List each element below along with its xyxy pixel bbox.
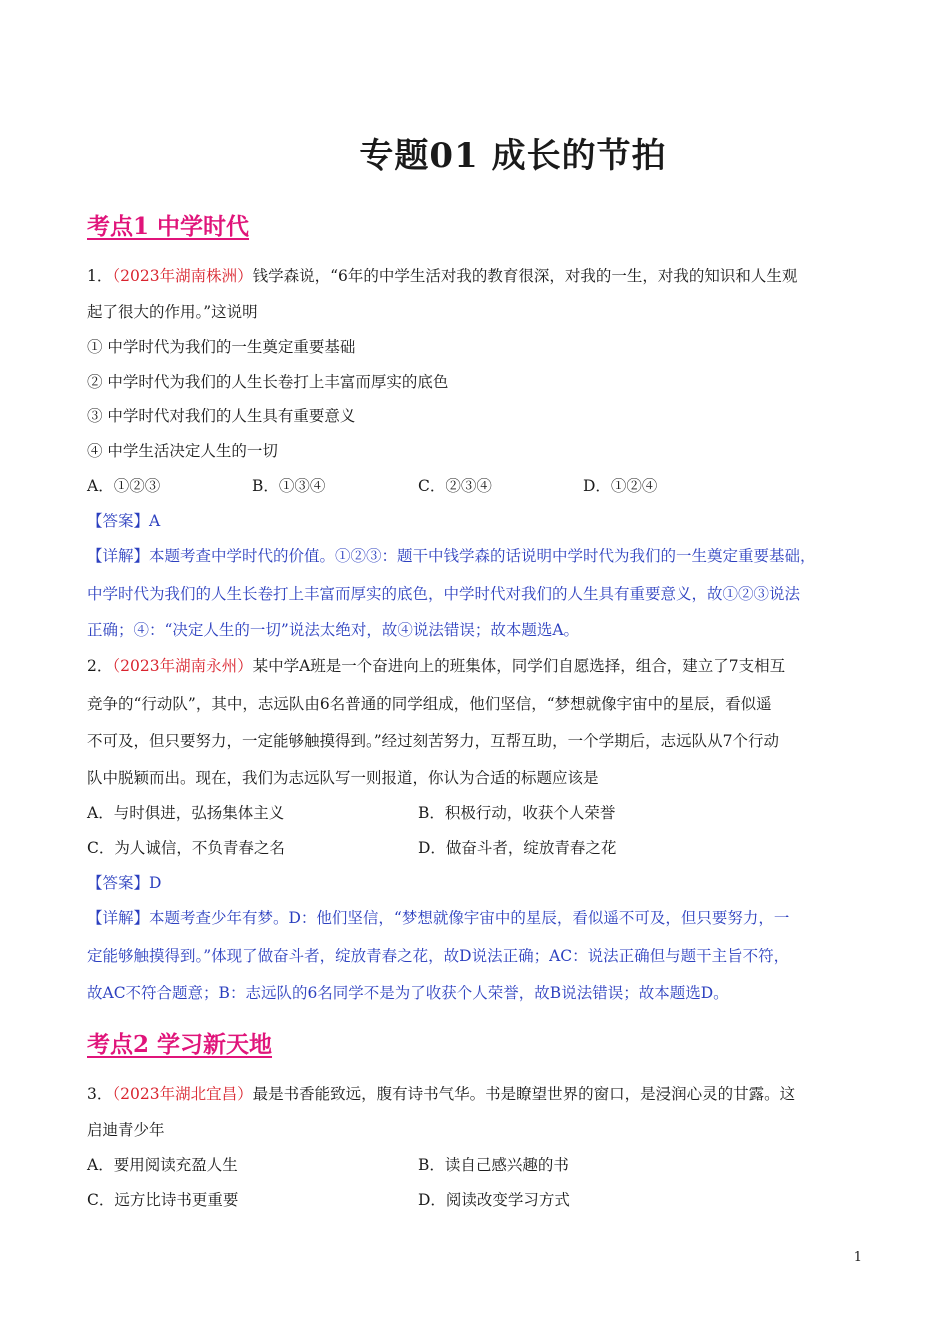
question-number: 2． xyxy=(87,657,113,675)
question-source: （2023年湖北宜昌） xyxy=(112,1085,253,1103)
section-heading-1: 考点1 中学时代 xyxy=(87,213,250,240)
option-d: D．阅读改变学习方式 xyxy=(418,1191,570,1209)
question-number: 3． xyxy=(87,1085,113,1103)
question-number: 1． xyxy=(87,267,113,285)
detail-1-line: 中学时代为我们的人生长卷打上丰富而厚实的底色，中学时代对我们的人生具有重要意义，故①②③说法 xyxy=(87,585,801,603)
option-a: A．要用阅读充盈人生 xyxy=(87,1156,238,1174)
option-d: D．①②④ xyxy=(583,477,658,495)
option-c: C．远方比诗书更重要 xyxy=(87,1191,239,1209)
page-number: 1 xyxy=(853,1250,862,1265)
option-a: A．①②③ xyxy=(87,477,161,495)
detail-2-line: 定能够触摸得到。”体现了做奋斗者，绽放青春之花，故D说法正确；AC：说法正确但与题干主旨不符， xyxy=(87,947,790,965)
option-b: B．①③④ xyxy=(252,477,326,495)
stem-text: 最是书香能致远，腹有诗书气华。书是瞭望世界的窗口，是浸润心灵的甘露。这 xyxy=(252,1085,796,1103)
stem-text: 某中学A班是一个奋进向上的班集体，同学们自愿选择，组合，建立了7支相互 xyxy=(252,657,786,675)
statement-item: ② 中学时代为我们的人生长卷打上丰富而厚实的底色 xyxy=(87,373,449,391)
question-2-stem xyxy=(87,656,877,676)
statement-item: ④ 中学生活决定人生的一切 xyxy=(87,442,278,460)
page-title: 专题01 成长的节拍 xyxy=(359,136,667,176)
statement-item: ① 中学时代为我们的一生奠定重要基础 xyxy=(87,338,356,356)
question-2-stem-cont: 不可及，但只要努力，一定能够触摸得到。”经过刻苦努力，互帮互助，一个学期后，志远队从7个行动 xyxy=(87,732,780,750)
detail-2-line: 【详解】本题考查少年有梦。D：他们坚信，“梦想就像宇宙中的星辰，看似遥不可及，但只要努力，一 xyxy=(87,909,790,927)
option-d: D．做奋斗者，绽放青春之花 xyxy=(418,839,617,857)
answer-2: 【答案】D xyxy=(87,874,162,892)
question-source: （2023年湖南株洲） xyxy=(112,267,253,285)
option-b: B．积极行动，收获个人荣誉 xyxy=(418,804,616,822)
detail-2-line: 故AC不符合题意；B：志远队的6名同学不是为了收获个人荣誉，故B说法错误；故本题选D。 xyxy=(87,984,729,1002)
option-c: C．为人诚信，不负青春之名 xyxy=(87,839,285,857)
question-2-stem-cont: 竞争的“行动队”，其中，志远队由6名普通的同学组成，他们坚信，“梦想就像宇宙中的星辰，看似遥 xyxy=(87,695,772,713)
option-a: A．与时俱进，弘扬集体主义 xyxy=(87,804,285,822)
question-3-stem-cont: 启迪青少年 xyxy=(87,1121,165,1139)
detail-1-line: 正确；④：“决定人生的一切”说法太绝对，故④说法错误；故本题选A。 xyxy=(87,621,580,639)
question-1-stem-cont: 起了很大的作用。”这说明 xyxy=(87,303,258,321)
question-2-stem-cont: 队中脱颖而出。现在，我们为志远队写一则报道，你认为合适的标题应该是 xyxy=(87,769,599,787)
option-b: B．读自己感兴趣的书 xyxy=(418,1156,569,1174)
question-1-stem xyxy=(87,266,877,286)
section-heading-2: 考点2 学习新天地 xyxy=(87,1031,273,1058)
stem-text: 钱学森说，“6年的中学生活对我的教育很深，对我的一生，对我的知识和人生观 xyxy=(252,267,798,285)
question-source: （2023年湖南永州） xyxy=(112,657,253,675)
option-c: C．②③④ xyxy=(418,477,492,495)
statement-item: ③ 中学时代对我们的人生具有重要意义 xyxy=(87,407,356,425)
detail-1-line: 【详解】本题考查中学时代的价值。①②③：题干中钱学森的话说明中学时代为我们的一生奠定重要基础， xyxy=(87,547,816,565)
answer-1: 【答案】A xyxy=(87,512,161,530)
question-3-stem xyxy=(87,1084,877,1104)
